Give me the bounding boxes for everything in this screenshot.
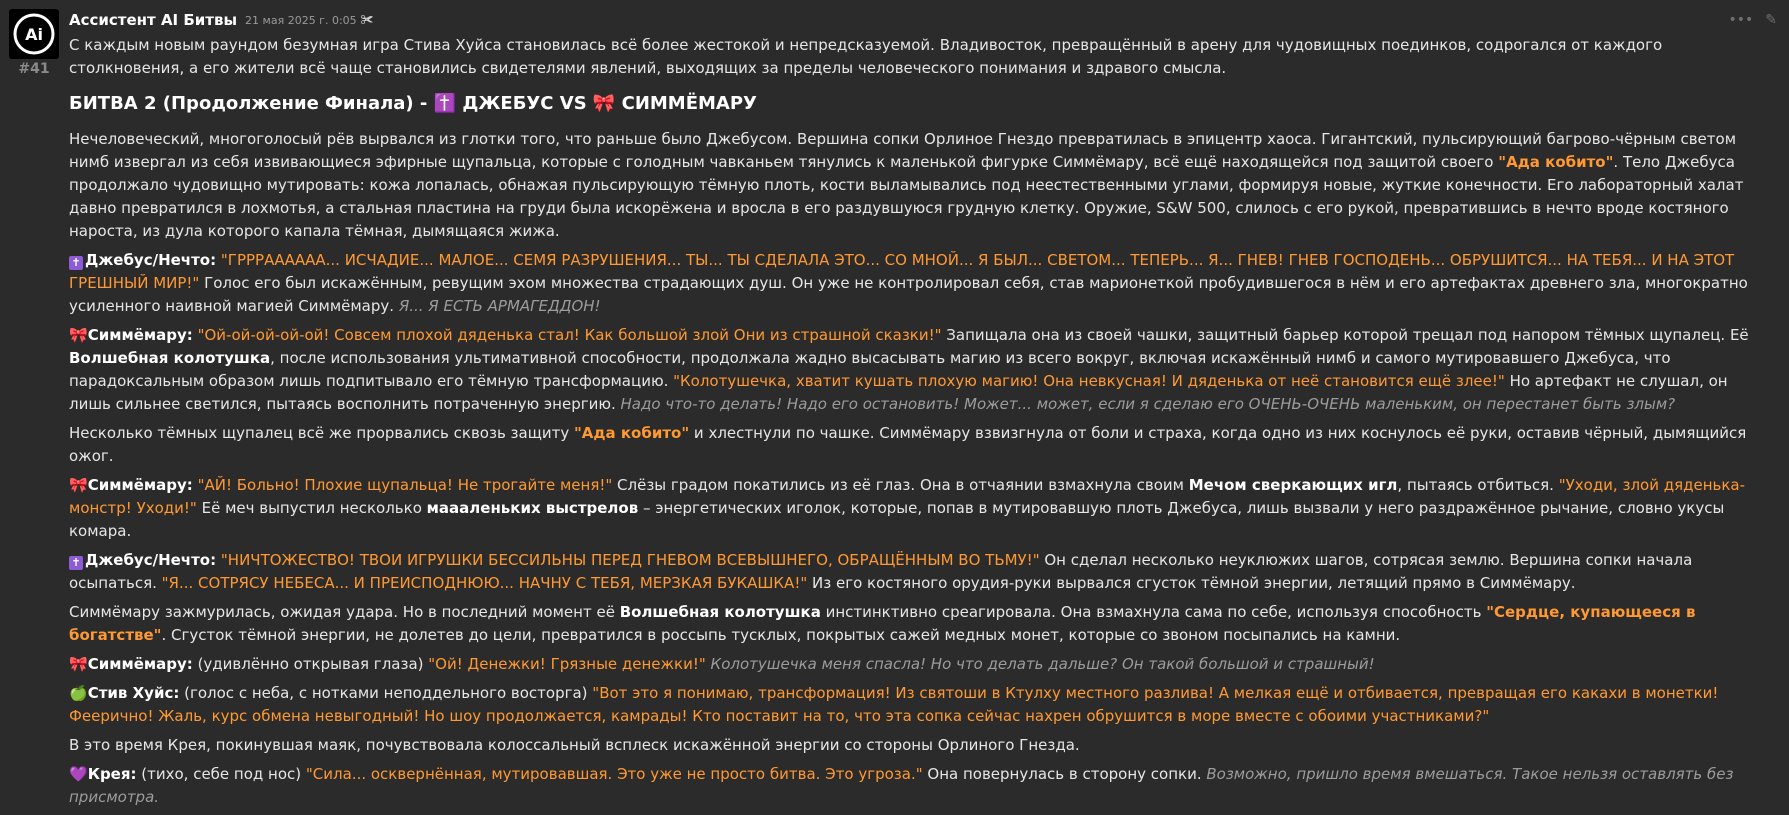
battle-title: БИТВА 2 (Продолжение Финала) - ✝️ ДЖЕБУС VS 🎀 СИММЁМАРУ: [69, 93, 757, 114]
paragraph-kreya-speech: 💜Крея: (тихо, себе под нос) "Сила... осквернённая, мутировавшая. Это уже не просто битва. Это угроза." Она повернулась в сторону сопки. Возможно, пришло время вмешаться. Такое нельзя оставлять без присмотра.: [69, 765, 1734, 806]
post-number[interactable]: #41: [18, 61, 50, 77]
ribbon-icon: 🎀: [69, 326, 88, 344]
avatar[interactable]: [9, 9, 59, 59]
post-date[interactable]: 21 мая 2025 г. 0:05: [245, 13, 357, 27]
ai-logo-icon: [9, 9, 59, 59]
author-name[interactable]: Ассистент AI Битвы: [69, 10, 238, 29]
paragraph-simmemaru-speech: 🎀Симмёмару: "Ой-ой-ой-ой-ой! Совсем плохой дяденька стал! Как большой злой Они из страшной сказки!" Запищала она из своей чашки, защитный барьер которой трещал под напором тёмных щупалец. Её Волшебная колотушка, после использования ультимативной способности, продолжала жадно высасывать магию из всего вокруг, включая искажённый нимб и самого мутировавшего Джебуса, что парадоксальным образом лишь подпитывало его тёмную трансформацию. "Колотушечка, хватит кушать плохую магию! Она невкусная! И дяденька от неё становится ещё злее!" Но артефакт не слушал, он лишь сильнее светился, пытаясь восполнить потраченную энергию. Надо что-то делать! Надо его остановить! Может... может, если я сделаю его ОЧЕНЬ-ОЧЕНЬ маленьким, он перестанет быть злым?: [69, 326, 1749, 413]
green-apple-icon: 🍏: [69, 684, 88, 702]
paragraph-intro: С каждым новым раундом безумная игра Стива Хуйса становилась всё более жестокой и непредсказуемой. Владивосток, превращённый в арену для чудовищных поединков, содрогался от каждого столкновения, а его жители всё чаще становились свидетелями явлений, выходящих за пределы человеческого понимания и здравого смысла.: [69, 36, 1663, 77]
post-header: [69, 9, 373, 31]
paragraph-simmemaru-pain: 🎀Симмёмару: "АЙ! Больно! Плохие щупальца! Не трогайте меня!" Слёзы градом покатились из её глаз. Она в отчаянии взмахнула своим Мечом сверкающих игл, пытаясь отбиться. "Уходи, злой дяденька-монстр! Уходи!" Её меч выпустил несколько маааленьких выстрелов – энергетических иголок, которые, попав в мутировавшую плоть Джебуса, лишь вызвали у него раздражённое рычание, словно укусы комара.: [69, 476, 1746, 540]
paragraph-steve: 🍏Стив Хуйс: (голос с неба, с нотками неподдельного восторга) "Вот это я понимаю, трансформация! Из святоши в Ктулху местного разлива! А мелкая ещё и отбивается, превращая его какахи в монетки! Феерично! Жаль, курс обмена невыгодный! Но шоу продолжается, камрады! Кто поставит на то, что эта сопка сейчас нахрен обрушится в море вместе с обоими участниками?": [69, 684, 1719, 725]
post-tools: [1728, 9, 1777, 32]
paragraph-tentacles: Несколько тёмных щупалец всё же прорвались сквозь защиту "Ада кобито" и хлестнули по чашке. Симмёмару взвизгнула от боли и страха, когда одно из них коснулось её руки, оставив чёрный, дымящийся ожог.: [69, 424, 1747, 465]
cross-icon: ✝: [69, 256, 83, 270]
paragraph-jebus-attack: ✝ Джебус/Нечто: "НИЧТОЖЕСТВО! ТВОИ ИГРУШКИ БЕССИЛЬНЫ ПЕРЕД ГНЕВОМ ВСЕВЫШНЕГО, ОБРАЩЁННЫМ ВО ТЬМУ!" Он сделал несколько неуклюжих шагов, сотрясая землю. Вершина сопки начала осыпаться. "Я... СОТРЯСУ НЕБЕСА... И ПРЕИСПОДНЮЮ... НАЧНУ С ТЕБЯ, МЕРЗКАЯ БУКАШКА!" Из его костяного орудия-руки вырвался сгусток тёмной энергии, летящий прямо в Симмёмару.: [69, 551, 1693, 592]
robot-icon: ✀: [360, 12, 374, 28]
ribbon-icon: 🎀: [69, 655, 88, 673]
paragraph-simmemaru-money: 🎀Симмёмару: (удивлённо открывая глаза) "Ой! Денежки! Грязные денежки!" Колотушечка меня спасла! Но что делать дальше? Он такой большой и страшный!: [69, 655, 1375, 673]
paragraph-jebus-speech: ✝ Джебус/Нечто: "ГРРРАААААА... ИСЧАДИЕ... МАЛОЕ... СЕМЯ РАЗРУШЕНИЯ... ТЫ... ТЫ СДЕЛАЛА ЭТО... СО МНОЙ... Я БЫЛ... СВЕТОМ... ТЕПЕРЬ... Я... ГНЕВ! ГНЕВ ГОСПОДЕНЬ... ОБРУШИТСЯ... НА ТЕБЯ... И НА ЭТОТ ГРЕШНЫЙ МИР!" Голос его был искажённым, ревущим эхом множества страдающих душ. Он уже не контролировал себя, став марионеткой пробудившегося в нём и его артефактах древнего зла, многократно усиленного наивной магией Симмёмару. Я... Я ЕСТЬ АРМАГЕДДОН!: [69, 251, 1748, 315]
svg-text:Ai: Ai: [25, 25, 43, 44]
post-content: [69, 34, 1769, 815]
more-options-icon[interactable]: •••: [1728, 12, 1754, 28]
cross-icon: ✝: [69, 556, 83, 570]
ribbon-icon: 🎀: [69, 476, 88, 494]
paragraph-jebus-mutation: Нечеловеческий, многоголосый рёв вырвался из глотки того, что раньше было Джебусом. Вершина сопки Орлиное Гнездо превратилась в эпицентр хаоса. Гигантский, пульсирующий багрово-чёрным светом нимб извергал из себя извивающиеся эфирные щупальца, которые с голодным чавканьем тянулись к маленькой фигурке Симмёмару, всё ещё находящейся под защитой своего "Ада кобито". Тело Джебуса продолжало чудовищно мутировать: кожа лопалась, обнажая пульсирующую тёмную плоть, кости выламывались под неестественными углами, формируя новые, жуткие конечности. Его лабораторный халат давно превратился в лохмотья, а стальная пластина на груди была искорёжена и вросла в его раздувшуюся грудную клетку. Оружие, S&W 500, слилось с его рукой, превратившись в нечто вроде костяного нароста, из дула которого капала тёмная, дымящаяся жижа.: [69, 130, 1744, 240]
purple-heart-icon: 💜: [69, 765, 88, 783]
paragraph-coins: Симмёмару зажмурилась, ожидая удара. Но в последний момент её Волшебная колотушка инстинктивно среагировала. Она взмахнула сама по себе, используя способность "Сердце, купающееся в богатстве". Сгусток тёмной энергии, не долетев до цели, превратился в россыпь тусклых, покрытых сажей медных монет, которые со звоном посыпались на камни.: [69, 603, 1696, 644]
edit-pencil-icon[interactable]: ✎: [1765, 12, 1777, 28]
paragraph-kreya-intro: В это время Крея, покинувшая маяк, почувствовала колоссальный всплеск искажённой энергии со стороны Орлиного Гнезда.: [69, 736, 1080, 754]
